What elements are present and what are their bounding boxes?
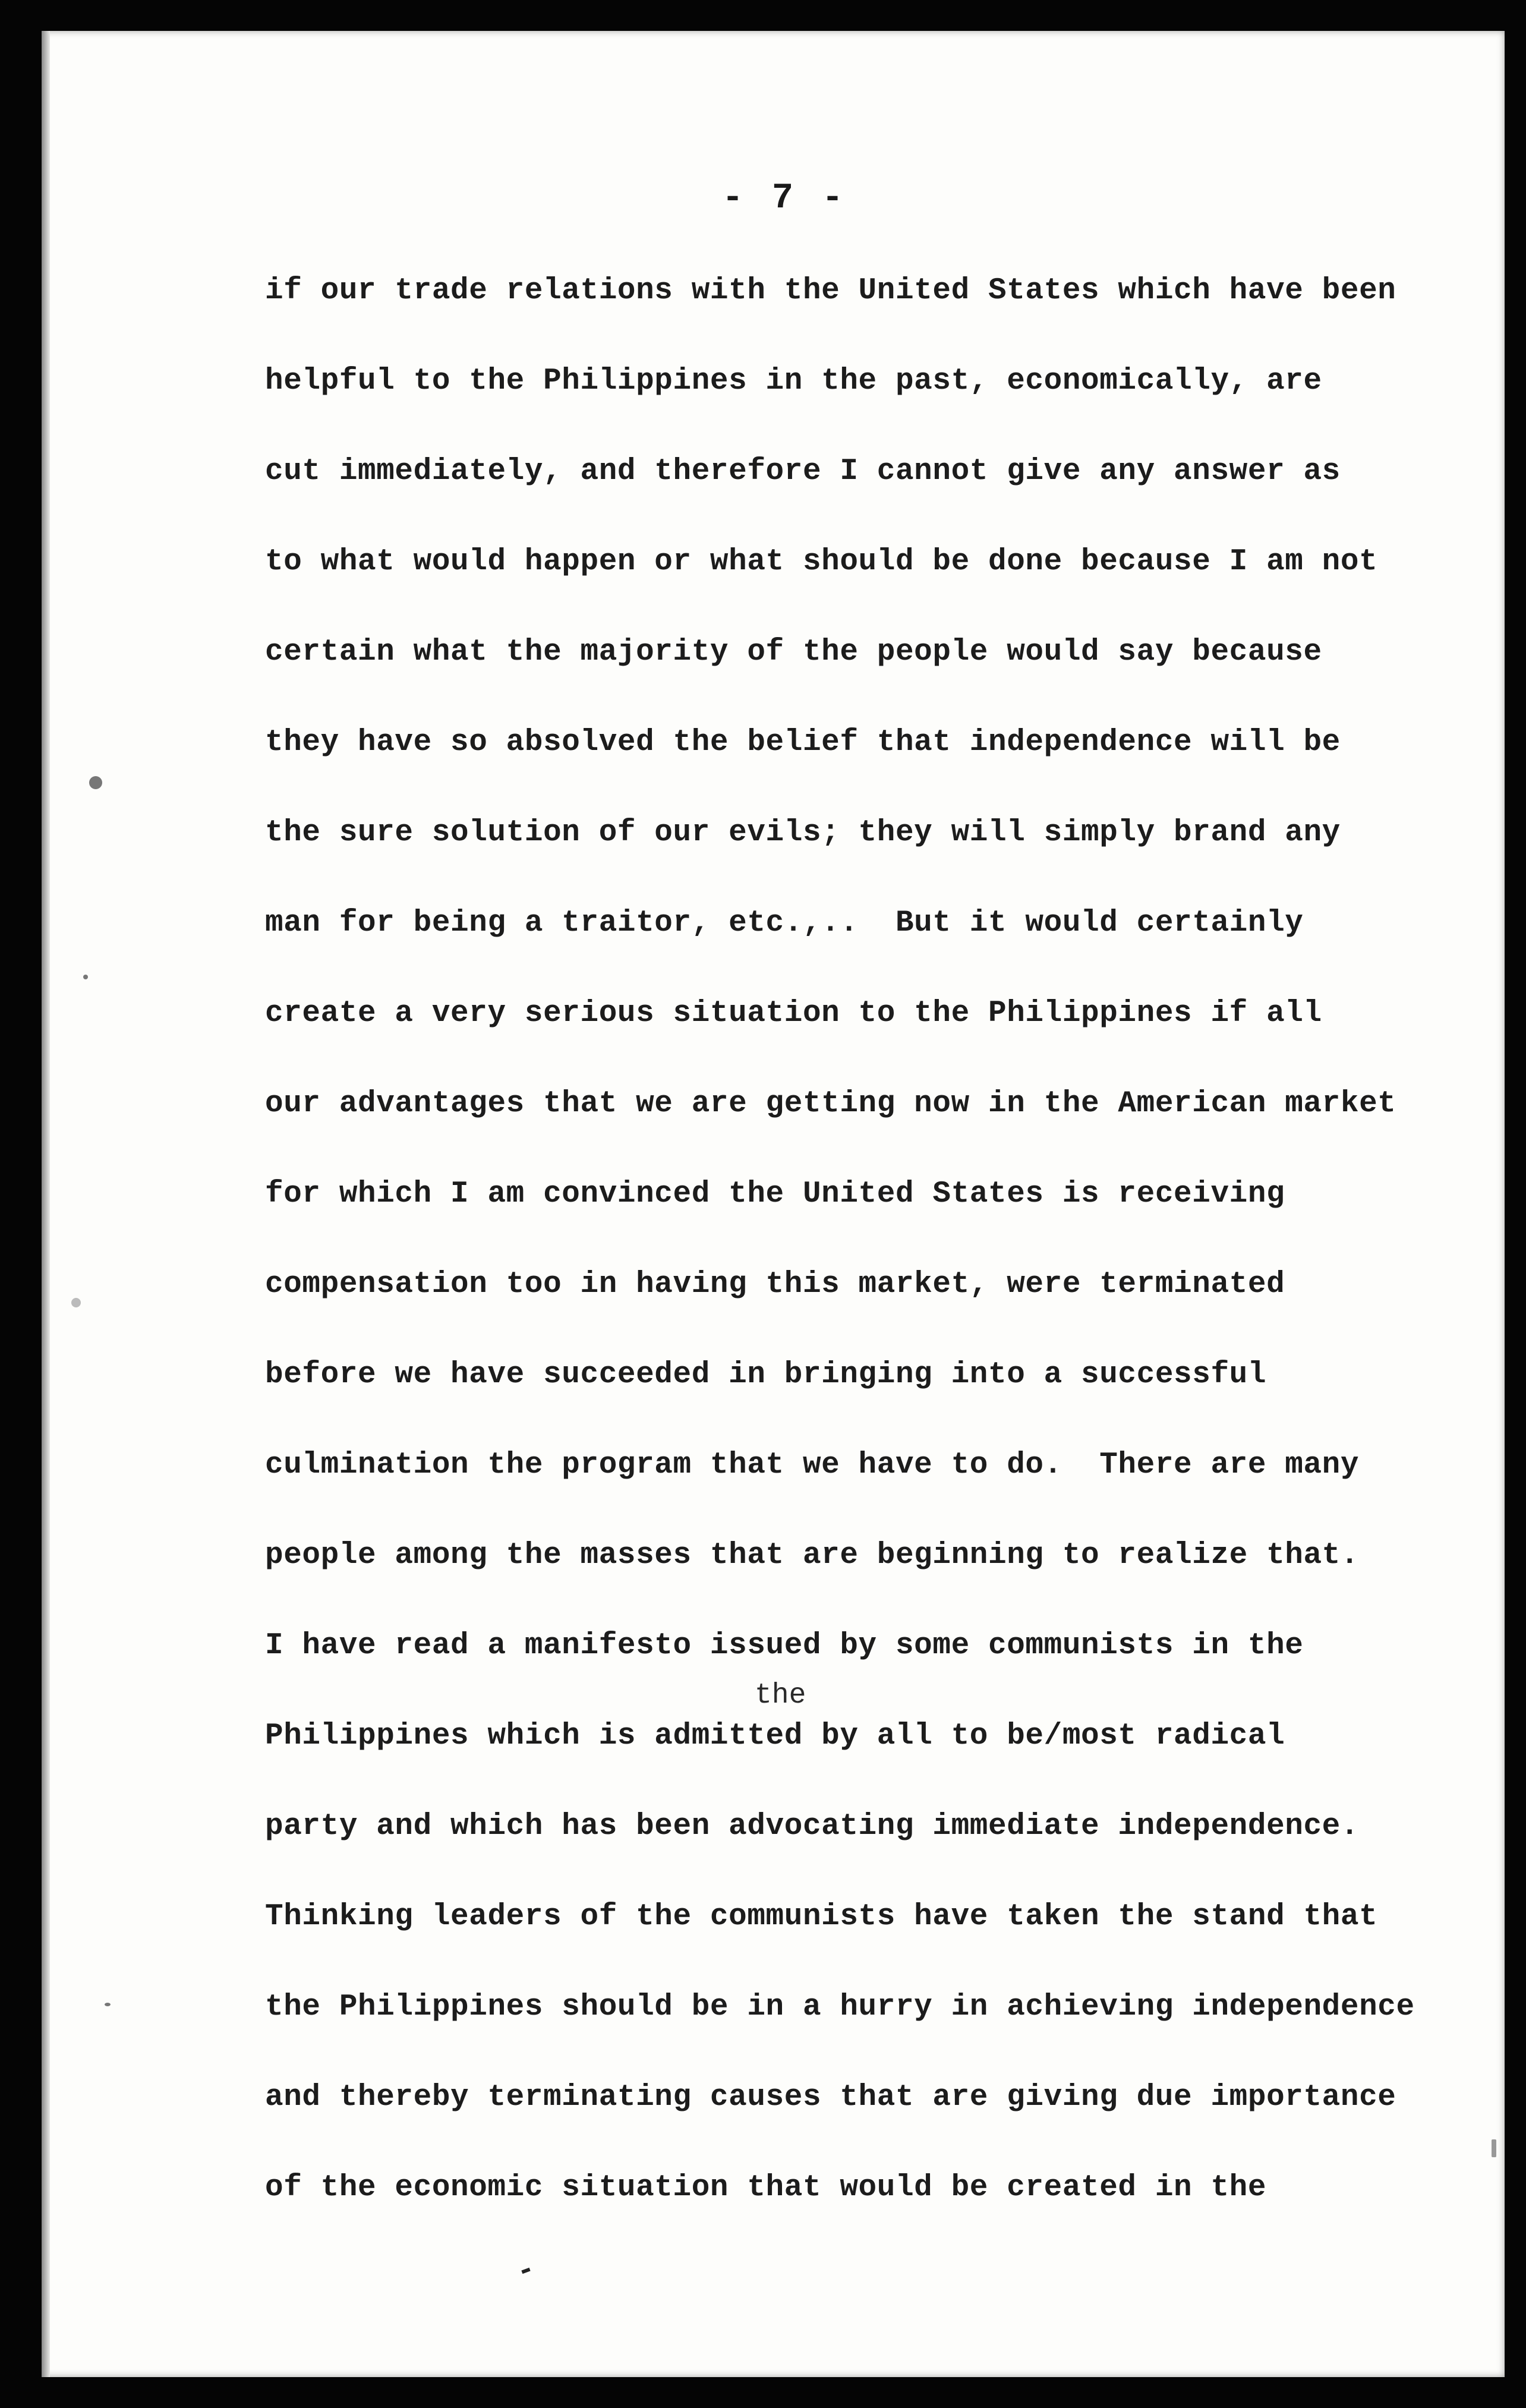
text-line: the Philippines should be in a hurry in achieving independence — [265, 1990, 1415, 2024]
text-line: the sure solution of our evils; they will simply brand any — [265, 816, 1341, 850]
text-line: I have read a manifesto issued by some communists in the — [265, 1629, 1304, 1663]
text-line: certain what the majority of the people would say because — [265, 635, 1322, 669]
text-line: party and which has been advocating immediate independence. — [265, 1810, 1360, 1843]
interlinear-insertion: the — [755, 1679, 806, 1712]
paper-speck — [71, 1298, 81, 1307]
paper-speck — [1492, 2139, 1496, 2157]
text-line: our advantages that we are getting now in the American market — [265, 1087, 1396, 1121]
text-line: helpful to the Philippines in the past, economically, are — [265, 364, 1322, 398]
text-line: culmination the program that we have to do. There are many — [265, 1448, 1360, 1482]
paper-speck — [105, 2003, 111, 2006]
page-number: - 7 - — [721, 178, 847, 219]
text-line: create a very serious situation to the Philippines if all — [265, 997, 1322, 1030]
text-line: if our trade relations with the United States which have been — [265, 274, 1396, 308]
paper-speck — [89, 776, 102, 789]
page-binding-edge — [42, 31, 50, 2377]
text-line: to what would happen or what should be done because I am not — [265, 545, 1378, 579]
text-line: before we have succeeded in bringing into a successful — [265, 1358, 1267, 1392]
text-line: and thereby terminating causes that are giving due importance — [265, 2081, 1396, 2114]
text-line: cut immediately, and therefore I cannot give any answer as — [265, 455, 1341, 488]
text-line: for which I am convinced the United States is receiving — [265, 1177, 1285, 1211]
text-line: compensation too in having this market, were terminated — [265, 1268, 1285, 1301]
text-line: man for being a traitor, etc.,.. But it would certainly — [265, 906, 1304, 940]
text-line: they have so absolved the belief that independence will be — [265, 726, 1341, 759]
text-line: Philippines which is admitted by all to be/most radical — [265, 1719, 1285, 1753]
text-line: of the economic situation that would be created in the — [265, 2171, 1267, 2205]
paper-speck — [83, 975, 88, 979]
typed-paragraph — [265, 267, 1415, 2255]
text-line: Thinking leaders of the communists have taken the stand that — [265, 1900, 1378, 1934]
text-line: people among the masses that are beginning to realize that. — [265, 1539, 1360, 1572]
